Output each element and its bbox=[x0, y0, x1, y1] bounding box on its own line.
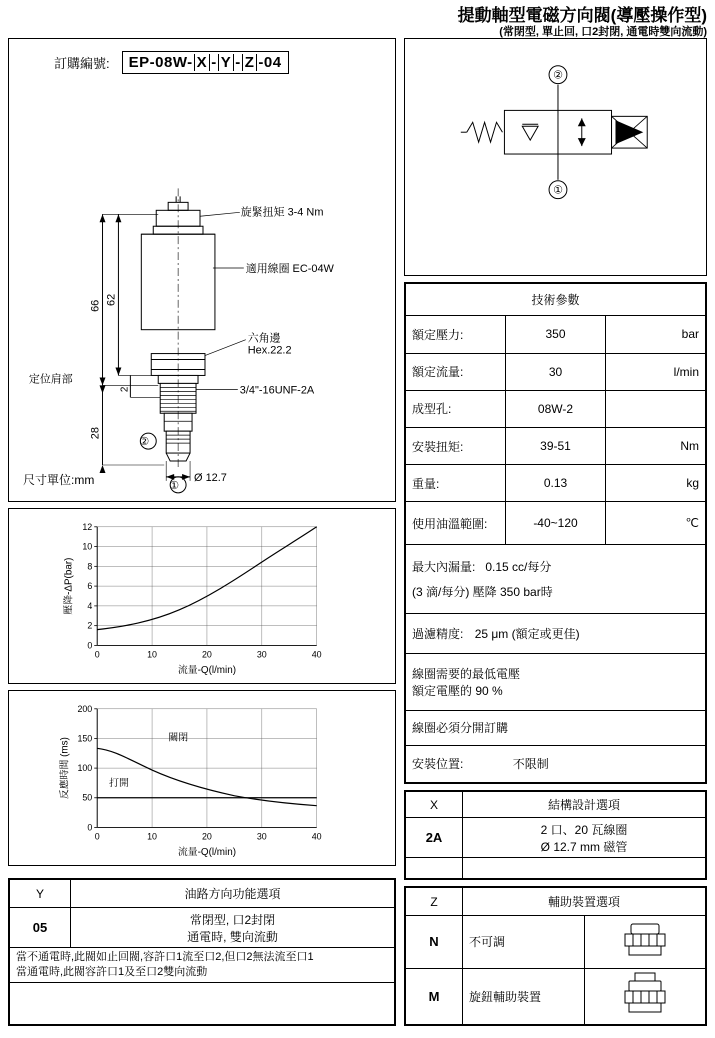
svg-text:0: 0 bbox=[94, 831, 100, 842]
adjustable-knob-icon bbox=[609, 971, 681, 1019]
tech-coil-note: 線圈必須分開訂購 bbox=[406, 710, 706, 745]
hydraulic-symbol-panel bbox=[404, 38, 707, 276]
page-title: 提動軸型電磁方向閥(導壓操作型) bbox=[457, 6, 707, 25]
svg-text:10: 10 bbox=[147, 831, 158, 842]
x-blank-desc bbox=[463, 858, 706, 879]
tech-label-2: 成型孔: bbox=[406, 390, 506, 427]
svg-text:10: 10 bbox=[147, 649, 158, 660]
tech-filter-label: 過濾精度: bbox=[412, 627, 464, 641]
z-row-0-image bbox=[584, 916, 706, 968]
x-row-desc bbox=[463, 818, 706, 858]
svg-text:10: 10 bbox=[82, 541, 93, 552]
y-table-title: 油路方向功能選項 bbox=[71, 880, 395, 908]
callout-thread: 3/4"-16UNF-2A bbox=[239, 384, 315, 397]
x-row-desc-line1: 2 口、20 瓦線圈 bbox=[540, 822, 628, 837]
response-ylabel: 反應時間 (ms) bbox=[59, 737, 71, 800]
tech-leak-note: (3 滴/每分) 壓降 350 bar時 bbox=[412, 584, 553, 599]
response-time-chart-panel bbox=[8, 690, 396, 866]
tech-value-2: 08W-2 bbox=[506, 390, 606, 427]
tech-label-5: 使用油溫範圍: bbox=[406, 502, 506, 544]
svg-text:8: 8 bbox=[87, 561, 93, 572]
symbol-port-bottom: ① bbox=[553, 184, 563, 197]
tech-label-0: 額定壓力: bbox=[406, 316, 506, 353]
callout-hex2: Hex.22.2 bbox=[247, 344, 292, 357]
svg-text:6: 6 bbox=[87, 581, 93, 592]
x-col-code: X bbox=[406, 792, 463, 818]
pressure-drop-ylabel: 壓降-ΔP(bar) bbox=[63, 557, 75, 615]
annotation-open: 打開 bbox=[109, 777, 129, 789]
symbol-port-top: ② bbox=[553, 69, 563, 82]
x-option-table bbox=[404, 790, 707, 880]
dim-2: 2 bbox=[119, 386, 131, 393]
header bbox=[458, 6, 707, 39]
port-1-label: ① bbox=[169, 479, 180, 492]
y-row-desc-line2: 通電時, 雙向流動 bbox=[187, 929, 278, 944]
svg-text:30: 30 bbox=[256, 831, 267, 842]
page-subtitle: (常閉型, 單止回, 口2封閉, 通電時雙向流動) bbox=[499, 26, 707, 38]
tech-value-5: -40~120 bbox=[506, 502, 606, 544]
svg-text:12: 12 bbox=[82, 521, 93, 532]
pressure-drop-chart-panel bbox=[8, 508, 396, 684]
svg-text:50: 50 bbox=[82, 792, 93, 803]
callout-torque: 旋緊扭矩 3-4 Nm bbox=[240, 206, 324, 219]
tech-title: 技術參數 bbox=[406, 284, 706, 316]
order-y: Y bbox=[218, 54, 235, 71]
tech-unit-4: kg bbox=[606, 465, 706, 502]
tech-mount-label: 安裝位置: bbox=[412, 757, 464, 772]
dim-62: 62 bbox=[105, 293, 118, 306]
y-row-desc bbox=[71, 908, 395, 948]
tech-leak-label: 最大內漏量: bbox=[412, 559, 476, 574]
pressure-drop-xlabel: 流量-Q(l/min) bbox=[177, 665, 237, 677]
tech-mounting bbox=[406, 745, 706, 782]
y-col-code: Y bbox=[10, 880, 71, 908]
svg-text:0: 0 bbox=[87, 822, 93, 833]
svg-text:2: 2 bbox=[87, 620, 93, 631]
annotation-close: 關閉 bbox=[168, 732, 189, 744]
tech-value-4: 0.13 bbox=[506, 465, 606, 502]
dimension-drawing-panel bbox=[8, 38, 396, 502]
tech-leakage bbox=[406, 544, 706, 614]
tech-value-3: 39-51 bbox=[506, 427, 606, 464]
tech-filter-value: 25 μm (額定或更佳) bbox=[474, 627, 580, 641]
tech-leak-value: 0.15 cc/每分 bbox=[485, 559, 552, 574]
tech-voltage bbox=[406, 653, 706, 710]
svg-text:150: 150 bbox=[77, 733, 93, 744]
y-row-desc-line1: 常閉型, 口2封閉 bbox=[189, 912, 276, 927]
tech-mount-value: 不限制 bbox=[512, 757, 549, 772]
response-time-chart bbox=[9, 691, 395, 865]
z-row-1-desc: 旋鈕輔助裝置 bbox=[463, 968, 585, 1024]
y-note-line1: 當不通電時,此閥如止回閥,容許口1流至口2,但口2無法流至口1 bbox=[16, 951, 314, 963]
order-suffix: -04 bbox=[258, 53, 282, 71]
tech-label-3: 安裝扭矩: bbox=[406, 427, 506, 464]
technical-parameters-table bbox=[404, 282, 707, 784]
svg-text:0: 0 bbox=[94, 649, 100, 660]
tech-unit-2 bbox=[606, 390, 706, 427]
tech-unit-0: bar bbox=[606, 316, 706, 353]
x-row-desc-line2: Ø 12.7 mm 磁管 bbox=[540, 839, 628, 854]
tech-unit-1: l/min bbox=[606, 353, 706, 390]
non-adjustable-knob-icon bbox=[609, 918, 681, 962]
tech-voltage-line1: 線圈需要的最低電壓 bbox=[412, 666, 521, 681]
callout-hex: 六角邊 bbox=[247, 332, 281, 345]
svg-text:20: 20 bbox=[202, 831, 212, 842]
callout-shoulder: 定位肩部 bbox=[28, 373, 73, 386]
order-x: X bbox=[194, 54, 211, 71]
response-xlabel: 流量-Q(l/min) bbox=[177, 847, 237, 859]
unit-note: 尺寸單位:mm bbox=[23, 473, 95, 487]
x-row-code: 2A bbox=[406, 818, 463, 858]
y-option-table bbox=[8, 878, 396, 1026]
dim-diameter: Ø 12.7 bbox=[194, 471, 227, 484]
hydraulic-symbol bbox=[405, 39, 706, 275]
svg-text:200: 200 bbox=[77, 703, 93, 714]
pressure-drop-chart bbox=[9, 509, 395, 683]
tech-filtration bbox=[406, 614, 706, 654]
tech-label-4: 重量: bbox=[406, 465, 506, 502]
z-row-0-desc: 不可調 bbox=[463, 916, 585, 968]
order-sep1: - bbox=[211, 53, 217, 71]
tech-unit-3: Nm bbox=[606, 427, 706, 464]
svg-text:0: 0 bbox=[87, 640, 93, 651]
dim-66: 66 bbox=[89, 299, 102, 312]
svg-text:20: 20 bbox=[202, 649, 212, 660]
y-note bbox=[10, 948, 395, 983]
port-2-label: ② bbox=[139, 436, 150, 449]
x-table-title: 結構設計選項 bbox=[463, 792, 706, 818]
tech-unit-5: ℃ bbox=[606, 502, 706, 544]
svg-text:100: 100 bbox=[77, 763, 93, 774]
order-z: Z bbox=[242, 54, 258, 71]
y-note-line2: 當通電時,此閥容許口1及至口2雙向流動 bbox=[16, 966, 208, 978]
x-blank-code bbox=[406, 858, 463, 879]
callout-coil: 適用線圈 EC-04W bbox=[245, 262, 334, 275]
tech-value-0: 350 bbox=[506, 316, 606, 353]
tech-voltage-line2: 額定電壓的 90 % bbox=[412, 683, 503, 698]
tech-value-1: 30 bbox=[506, 353, 606, 390]
order-sep2: - bbox=[235, 53, 241, 71]
z-table-title: 輔助裝置選項 bbox=[463, 888, 706, 916]
svg-text:40: 40 bbox=[311, 649, 322, 660]
valve-dimension-drawing bbox=[9, 39, 395, 501]
tech-label-1: 額定流量: bbox=[406, 353, 506, 390]
svg-text:4: 4 bbox=[87, 600, 93, 611]
y-row-code: 05 bbox=[10, 908, 71, 948]
z-row-0-code: N bbox=[406, 916, 463, 968]
z-row-1-code: M bbox=[406, 968, 463, 1024]
z-col-code: Z bbox=[406, 888, 463, 916]
svg-text:30: 30 bbox=[256, 649, 267, 660]
dim-28: 28 bbox=[89, 427, 102, 440]
z-row-1-image bbox=[584, 968, 706, 1024]
y-blank-row bbox=[10, 983, 395, 1025]
order-number-label: 訂購編號: bbox=[54, 55, 110, 71]
order-prefix: EP-08W- bbox=[128, 53, 193, 71]
z-option-table bbox=[404, 886, 707, 1026]
svg-text:40: 40 bbox=[311, 831, 322, 842]
